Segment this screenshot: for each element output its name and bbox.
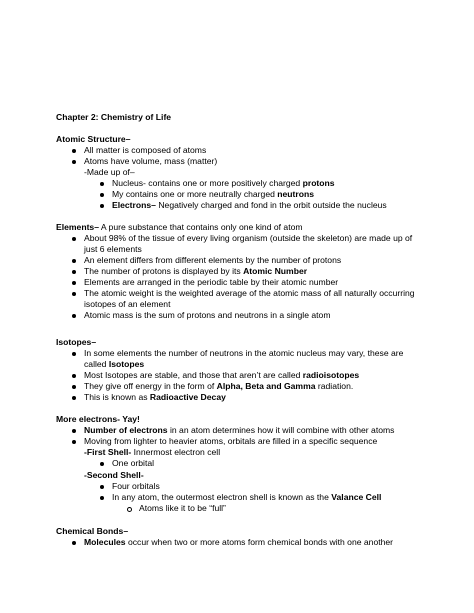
- bullet-icon: [72, 396, 76, 400]
- bullet-icon: [72, 314, 76, 318]
- atomic-sub-1: Nucleus- contains one or more positively charged protons: [112, 178, 335, 188]
- bullet-icon: [72, 270, 76, 274]
- first-shell-line: -First Shell- Innermost electron cell: [84, 447, 221, 457]
- elements-bullet-1b: just 6 elements: [84, 244, 142, 254]
- elements-heading: Elements– A pure substance that contains only one kind of atom: [56, 222, 303, 232]
- first-shell-sub-1: One orbital: [112, 458, 155, 468]
- bullet-icon: [100, 193, 104, 197]
- bullet-icon: [72, 292, 76, 296]
- isotopes-bullet-2: Most Isotopes are stable, and those that aren’t are called radioisotopes: [84, 370, 360, 380]
- elements-bullet-4: Elements are arranged in the periodic table by their atomic number: [84, 277, 339, 287]
- atomic-sub-3: Electrons– Negatively charged and fond in the orbit outside the nucleus: [112, 200, 387, 210]
- bullet-icon: [100, 496, 104, 500]
- atomic-structure-heading: Atomic Structure–: [56, 134, 131, 144]
- elements-bullet-6: Atomic mass is the sum of protons and neutrons in a single atom: [84, 310, 331, 320]
- elements-bullet-5b: isotopes of an element: [84, 299, 171, 309]
- bullet-icon: [72, 374, 76, 378]
- atomic-bullet-2: Atoms have volume, mass (matter): [84, 156, 218, 166]
- bullet-icon: [100, 182, 104, 186]
- bullet-icon: [72, 429, 76, 433]
- elements-bullet-2: An element differs from different elements by the number of protons: [84, 255, 342, 265]
- elements-bullet-5a: The atomic weight is the weighted average of the atomic mass of all naturally occurring: [84, 288, 415, 298]
- second-shell-sub-1: Four orbitals: [112, 481, 160, 491]
- isotopes-bullet-1a: In some elements the number of neutrons in the atomic nucleus may vary, these are: [84, 348, 404, 358]
- more-electrons-heading: More electrons- Yay!: [56, 414, 140, 424]
- more-bullet-2: Moving from lighter to heavier atoms, orbitals are filled in a specific sequence: [84, 436, 378, 446]
- atomic-bullet-1: All matter is composed of atoms: [84, 145, 207, 155]
- second-shell-sub-3: Atoms like it to be “full”: [139, 503, 226, 513]
- isotopes-heading: Isotopes–: [56, 337, 97, 347]
- chapter-title: Chapter 2: Chemistry of Life: [56, 112, 172, 122]
- elements-bullet-1a: About 98% of the tissue of every living organism (outside the skeleton) are made up of: [84, 233, 413, 243]
- bullet-icon: [72, 149, 76, 153]
- hollow-bullet-icon: [127, 507, 132, 512]
- bullet-icon: [100, 485, 104, 489]
- second-shell-sub-2: In any atom, the outermost electron shell is known as the Valance Cell: [112, 492, 382, 502]
- atomic-sub-2: My contains one or more neutrally charged neutrons: [112, 189, 315, 199]
- second-shell-line: -Second Shell-: [84, 470, 144, 480]
- more-bullet-1: Number of electrons in an atom determines how it will combine with other atoms: [84, 425, 395, 435]
- isotopes-bullet-4: This is known as Radioactive Decay: [84, 392, 226, 402]
- elements-bullet-3: The number of protons is displayed by its Atomic Number: [84, 266, 308, 276]
- bullet-icon: [72, 440, 76, 444]
- bullet-icon: [72, 237, 76, 241]
- made-up-of-label: -Made up of–: [84, 167, 135, 177]
- bullet-icon: [72, 385, 76, 389]
- bullet-icon: [72, 160, 76, 164]
- isotopes-bullet-3: They give off energy in the form of Alpha, Beta and Gamma radiation.: [84, 381, 354, 391]
- bullet-icon: [72, 352, 76, 356]
- chemical-bonds-heading: Chemical Bonds–: [56, 526, 129, 536]
- bullet-icon: [100, 204, 104, 208]
- isotopes-bullet-1b: called Isotopes: [84, 359, 145, 369]
- bullet-icon: [72, 541, 76, 545]
- bullet-icon: [72, 281, 76, 285]
- bonds-bullet-1: Molecules occur when two or more atoms form chemical bonds with one another: [84, 537, 394, 547]
- bullet-icon: [72, 259, 76, 263]
- bullet-icon: [100, 462, 104, 466]
